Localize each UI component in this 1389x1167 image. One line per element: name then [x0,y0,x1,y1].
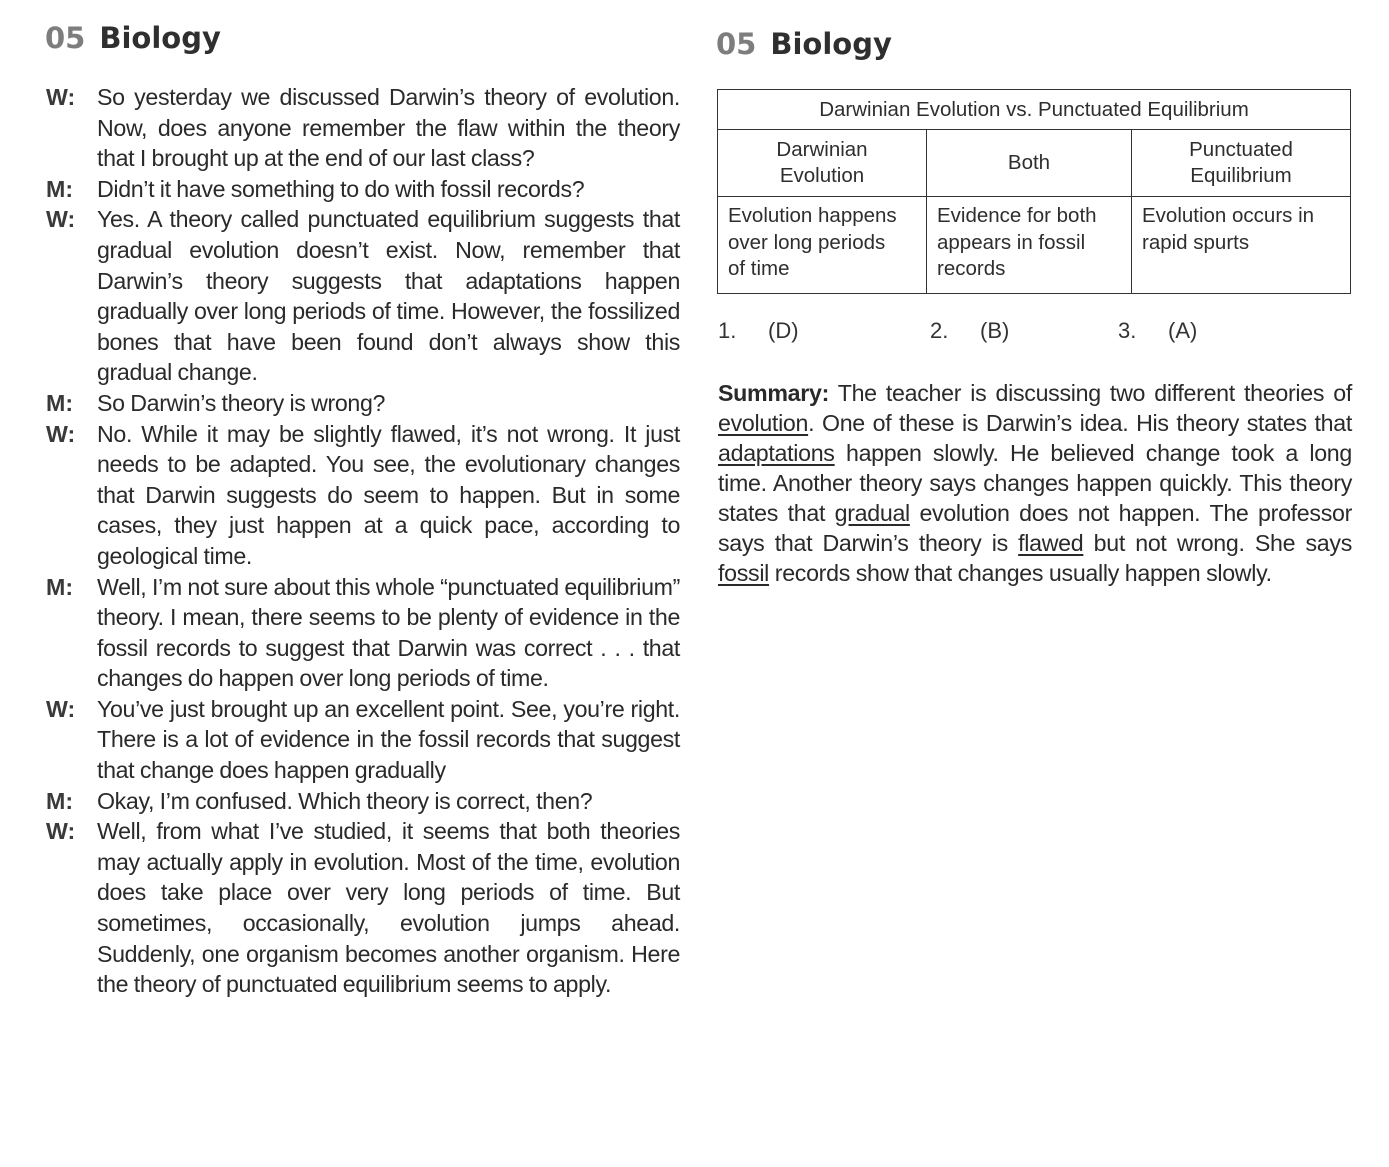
underlined-keyword: fossil [718,560,770,586]
answer-key [718,318,1358,348]
speaker-label: W: [46,420,76,447]
cell-text-line: over long periods [728,230,886,254]
underlined-keyword: evolution [718,410,809,436]
underlined-keyword: gradual [834,500,910,526]
answer-number: 1. [718,318,737,343]
answer-number: 3. [1118,318,1137,343]
section-title: Biology [770,27,892,61]
answer-choice: (B) [980,318,1010,343]
comparison-table [717,89,1351,294]
utterance-text: So yesterday we discussed Darwin’s theory of evolution. Now, does anyone remember the flaw within the theory that I brought up at the end of our last class? [97,84,680,172]
dialogue-line [46,694,680,786]
summary-text: evolution does not happen. The professor says that Darwin’s theory is [718,500,1353,556]
answer-choice: (A) [1168,318,1198,343]
cell-text-line: rapid spurts [1142,230,1250,254]
utterance-text: Didn’t it have something to do with fossil records? [97,175,585,202]
table-cell [927,197,1132,294]
table-caption: Darwinian Evolution vs. Punctuated Equilibrium [718,90,1351,130]
utterance-text: No. While it may be slightly flawed, it’s not wrong. It just needs to be adapted. You see, the evolutionary changes that Darwin suggests do seem to happen. But in some cases, they just happen at a quick pace, according to geological time. [97,420,680,569]
speaker-label: W: [46,84,76,110]
table-cell [718,197,927,294]
utterance-text: Well, I’m not sure about this whole “punctuated equilibrium” theory. I mean, there seems to be plenty of evidence in the fossil records to suggest that Darwin was correct . . . that changes do happen over long periods of time. [97,573,680,692]
cell-text-line: Punctuated [1189,138,1293,161]
cell-text-line: Darwinian [776,138,868,161]
underlined-keyword: flawed [1018,530,1084,556]
answer-item [1118,318,1197,344]
cell-text-line: Evolution occurs in [1142,204,1315,227]
summary-text: happen slowly. He believed change took a long time. Another theory says changes happen quickly. This theory states that [718,440,1352,526]
speaker-label: M: [46,389,74,416]
cell-text-line: Evolution happens [728,204,897,227]
answer-item [930,318,1009,344]
page-title-left [45,21,221,55]
page-title-right [716,27,892,61]
dialogue-line [46,786,680,817]
cell-text-line: records [937,257,1006,280]
summary-text: The teacher is discussing two different theories of [829,380,1352,406]
dialogue-line [46,174,680,205]
table-cell [1132,197,1351,294]
dialogue-line [46,572,680,694]
speaker-label: W: [46,206,76,233]
summary-paragraph [718,378,1352,588]
summary-text: but not wrong. She says [1083,530,1352,556]
table-header-row [718,130,1351,197]
speaker-label: M: [46,787,74,814]
answer-choice: (D) [768,318,799,343]
section-number: 05 [45,21,86,55]
speaker-label: M: [46,175,74,202]
summary-text: . One of these is Darwin’s idea. His theory states that [808,410,1352,436]
dialogue-transcript [46,82,680,1000]
section-number: 05 [716,27,757,61]
speaker-label: W: [46,818,76,845]
dialogue-line [46,816,680,1000]
utterance-text: You’ve just brought up an excellent point. See, you’re right. There is a lot of evidence in the fossil records that suggest that change does happen gradually [97,695,680,784]
table-header-cell [927,130,1132,197]
dialogue-line [46,82,680,174]
cell-text-line: Evidence for both [937,204,1097,227]
underlined-keyword: adaptations [718,440,835,466]
cell-text-line: Both [1007,151,1051,174]
table-header-cell [1132,130,1351,197]
answer-number: 2. [930,318,949,343]
cell-text-line: Equilibrium [1190,164,1292,187]
answer-item [718,318,799,344]
utterance-text: Yes. A theory called punctuated equilibrium suggests that gradual evolution doesn’t exist. Now, remember that Darwin’s theory suggests that adaptations happen gradually over long periods of time. However, the fossilized bones that have been found don’t always show this gradual change. [97,206,680,386]
dialogue-line [46,204,680,388]
table-row [718,197,1351,294]
utterance-text: Well, from what I’ve studied, it seems that both theories may actually apply in evolution. Most of the time, evolution does take place over very long periods of time. But sometimes, occasionally, evolution jumps ahead. Suddenly, one organism becomes another organism. Here the theory of punctuated equilibrium seems to apply. [97,818,680,998]
dialogue-line [46,388,680,419]
cell-text-line: of time [728,257,790,280]
section-title: Biology [99,21,221,55]
summary-label: Summary: [718,380,830,406]
speaker-label: W: [46,695,76,722]
table-header-cell [718,130,927,197]
cell-text-line: appears in fossil [937,230,1086,254]
cell-text-line: Evolution [779,164,865,187]
utterance-text: Okay, I’m confused. Which theory is correct, then? [97,787,593,814]
speaker-label: M: [46,573,74,600]
utterance-text: So Darwin’s theory is wrong? [97,389,386,416]
summary-text: records show that changes usually happen slowly. [769,560,1272,586]
dialogue-line [46,419,680,572]
